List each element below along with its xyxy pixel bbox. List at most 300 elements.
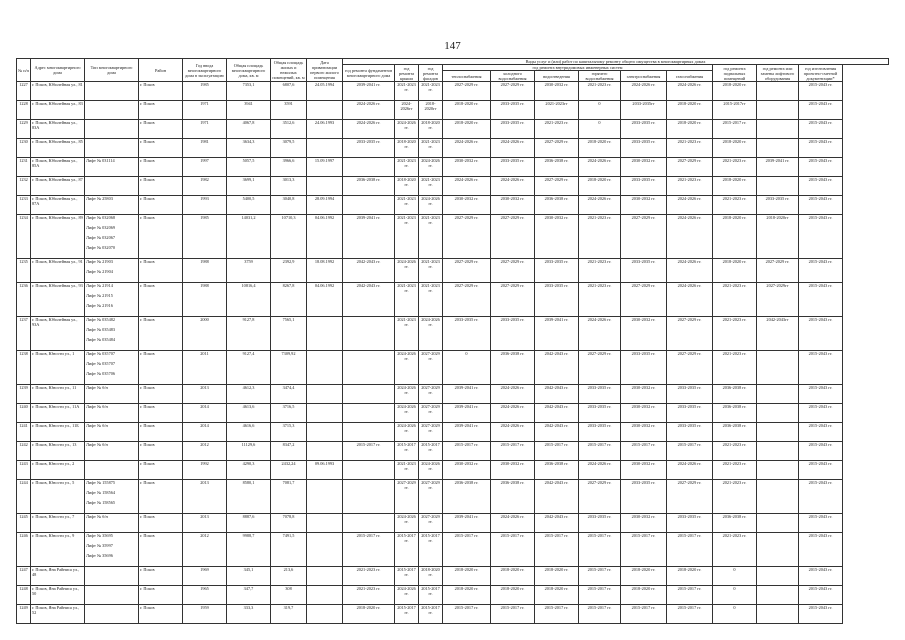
cell-basement: 2021-2023 гг. — [713, 283, 757, 317]
cell-foundation: 2039-2041 гг. — [343, 82, 395, 101]
cell-basement: 2015-2017гг — [713, 101, 757, 120]
cell-privatization-date — [307, 385, 343, 404]
cell-privatization-date — [307, 404, 343, 423]
cell-heat: 2018-2020 гг. — [443, 120, 491, 139]
cell-number: 1228 — [17, 101, 31, 120]
cell-design: 2015-2043 гг. — [799, 514, 843, 533]
cell-lift-types — [85, 177, 139, 196]
cell-hot-water: 2018-2020 гг. — [579, 177, 621, 196]
cell-roof: 2024-2026 гг. — [395, 385, 419, 404]
table-row — [17, 317, 889, 351]
cell-address: г. Псков, Юности ул., 1 — [31, 351, 85, 385]
cell-drainage: 2030-2032 гг. — [535, 215, 579, 259]
cell-roof: 2021-2023 гг. — [395, 158, 419, 177]
cell-facade: 2027-2029 гг. — [419, 351, 443, 385]
cell-number: 1241 — [17, 423, 31, 442]
table-row — [17, 139, 889, 158]
cell-drainage: 2033-2035 гг. — [535, 283, 579, 317]
cell-cold-water: 2027-2029 гг. — [491, 215, 535, 259]
cell-lift — [757, 120, 799, 139]
cell-basement: 2018-2020 гг. — [713, 139, 757, 158]
cell-heat: 2018-2020 гг. — [443, 586, 491, 605]
cell-facade: 2015-2017 гг. — [419, 442, 443, 461]
cell-design: 2015-2043 гг. — [799, 461, 843, 480]
cell-year: 2014 — [183, 423, 227, 442]
cell-lift-types — [85, 514, 139, 533]
cell-year: 1992 — [183, 461, 227, 480]
cell-drainage: 2027-2029 гг. — [535, 139, 579, 158]
cell-hot-water: 2015-2017 гг. — [579, 533, 621, 567]
table-row — [17, 82, 889, 101]
capital-repair-table-container — [16, 58, 889, 624]
cell-address: г. Псков, Яна Райниса ул., 50 — [31, 586, 85, 605]
table-row — [17, 196, 889, 215]
table-row — [17, 586, 889, 605]
cell-privatization-date — [307, 605, 343, 624]
cell-electric: 2033-2035 гг. — [621, 480, 667, 514]
cell-lift: 2042-2043гг — [757, 317, 799, 351]
cell-district: г. Псков — [139, 480, 183, 514]
cell-total-area: 10816,4 — [227, 283, 271, 317]
cell-gas: 2015-2017 гг. — [667, 533, 713, 567]
header-roof: год ремонта крыши — [395, 65, 419, 82]
cell-drainage: 2042-2043 гг. — [535, 385, 579, 404]
table-row — [17, 404, 889, 423]
cell-foundation: 2015-2017 гг. — [343, 533, 395, 567]
cell-design: 2015-2043 гг. — [799, 480, 843, 514]
cell-basement: 2018-2020 гг. — [713, 82, 757, 101]
header-privatization-date: Дата приватизации первого жилого помещения — [307, 59, 343, 82]
header-lift: год ремонта или замены лифтового оборудования — [757, 65, 799, 82]
cell-heat: 2018-2020 гг. — [443, 101, 491, 120]
header-works-group: Виды услуг и (или) работ по капитальному ремонту общего имущества в многоквартирных домах — [343, 59, 889, 65]
cell-basement: 2021-2023 гг. — [713, 442, 757, 461]
cell-hot-water: 2015-2017 гг. — [579, 567, 621, 586]
cell-roof: 2024-2026 гг. — [395, 259, 419, 283]
cell-residential-area: 2432,24 — [271, 461, 307, 480]
cell-gas: 2024-2026 гг. — [667, 461, 713, 480]
cell-facade: 2021-2023 гг. — [419, 139, 443, 158]
cell-year: 1988 — [183, 259, 227, 283]
lift-id: Лифт № 032067 — [86, 235, 116, 240]
cell-design: 2015-2043 гг. — [799, 120, 843, 139]
cell-cold-water: 2015-2017 гг. — [491, 605, 535, 624]
cell-drainage: 2042-2043 гг. — [535, 514, 579, 533]
cell-heat: 2039-2041 гг. — [443, 404, 491, 423]
cell-design: 2015-2043 гг. — [799, 139, 843, 158]
header-gas: газоснабжения — [667, 71, 713, 82]
cell-electric: 2030-2032 гг. — [621, 461, 667, 480]
cell-residential-area: 213,6 — [271, 567, 307, 586]
cell-heat: 2030-2032 гг. — [443, 158, 491, 177]
cell-facade: 2027-2029 гг. — [419, 404, 443, 423]
cell-number: 1249 — [17, 605, 31, 624]
cell-lift-types — [85, 215, 139, 259]
cell-heat: 2039-2041 гг. — [443, 423, 491, 442]
cell-hot-water: 2033-2035 гг. — [579, 404, 621, 423]
cell-roof: 2021-2023 гг. — [395, 196, 419, 215]
lift-id: Лифт № 035484 — [86, 337, 116, 342]
cell-cold-water: 2015-2017 гг. — [491, 533, 535, 567]
table-row — [17, 120, 889, 139]
cell-roof: 2024-2026 гг. — [395, 404, 419, 423]
cell-design: 2015-2043 гг. — [799, 404, 843, 423]
cell-address: г. Псков, Юбилейная ул., 85А — [31, 158, 85, 177]
cell-number: 1235 — [17, 259, 31, 283]
cell-lift: 2027-2029 гг. — [757, 259, 799, 283]
cell-lift-types — [85, 423, 139, 442]
cell-gas: 2024-2026 гг. — [667, 259, 713, 283]
table-row — [17, 605, 889, 624]
cell-privatization-date: 24.06.1993 — [307, 120, 343, 139]
cell-facade: 2027-2029 гг. — [419, 423, 443, 442]
cell-residential-area: 7081,7 — [271, 480, 307, 514]
cell-address: г. Псков, Юности ул., 11А — [31, 404, 85, 423]
cell-total-area: 14031,2 — [227, 215, 271, 259]
cell-address: г. Псков, Яна Райниса ул., 48 — [31, 567, 85, 586]
cell-residential-area: 7565,1 — [271, 317, 307, 351]
cell-lift-types — [85, 101, 139, 120]
cell-roof: 2024-2026 гг. — [395, 351, 419, 385]
cell-district: г. Псков — [139, 177, 183, 196]
cell-cold-water: 2033-2035 гг. — [491, 120, 535, 139]
cell-roof: 2021-2023 гг. — [395, 461, 419, 480]
cell-privatization-date — [307, 423, 343, 442]
cell-lift-types — [85, 533, 139, 567]
cell-hot-water: 2021-2023 гг. — [579, 283, 621, 317]
cell-district: г. Псков — [139, 351, 183, 385]
cell-privatization-date — [307, 177, 343, 196]
table-row — [17, 514, 889, 533]
cell-hot-water: 2024-2026 гг. — [579, 317, 621, 351]
table-row — [17, 351, 889, 385]
cell-foundation: 2042-2043 гг. — [343, 283, 395, 317]
cell-lift — [757, 177, 799, 196]
cell-privatization-date — [307, 586, 343, 605]
cell-district: г. Псков — [139, 514, 183, 533]
cell-hot-water: 2021-2023 гг. — [579, 259, 621, 283]
header-systems-group: год ремонта внутридомовых инженерных систем — [443, 65, 713, 71]
cell-basement: 2021-2023 гг. — [713, 158, 757, 177]
cell-residential-area: 6807,6 — [271, 82, 307, 101]
cell-district: г. Псков — [139, 461, 183, 480]
cell-gas: 2027-2029 гг. — [667, 480, 713, 514]
cell-basement: 2018-2020 гг. — [713, 259, 757, 283]
cell-number: 1238 — [17, 351, 31, 385]
lift-id: Лифт № 158564 — [86, 490, 116, 495]
cell-electric: 2030-2032 гг. — [621, 158, 667, 177]
lift-id: Лифт № 21904 — [86, 269, 113, 274]
header-year: Год ввода многоквартирного дома в эксплуатацию — [183, 59, 227, 82]
cell-total-area: 5057,5 — [227, 158, 271, 177]
cell-roof: 2015-2017 гг. — [395, 442, 419, 461]
cell-cold-water: 2027-2029 гг. — [491, 82, 535, 101]
cell-total-area: 4067,8 — [227, 120, 271, 139]
cell-roof: 2018-2020 гг. — [395, 177, 419, 196]
cell-cold-water: 2036-2038 гг. — [491, 351, 535, 385]
cell-gas: 2018-2020 гг. — [667, 567, 713, 586]
cell-design: 2015-2043 гг. — [799, 196, 843, 215]
cell-lift — [757, 82, 799, 101]
cell-lift — [757, 567, 799, 586]
header-cold-water: холодного водоснабжения — [491, 71, 535, 82]
cell-facade: 2024-2026 гг. — [419, 158, 443, 177]
cell-year: 2013 — [183, 480, 227, 514]
cell-year: 2014 — [183, 404, 227, 423]
lift-id: Лифт № 155875 — [86, 480, 116, 485]
lift-id: Лифт № 031114 — [86, 158, 115, 163]
cell-gas: 2024-2026 гг. — [667, 82, 713, 101]
cell-drainage: 2036-2038 гг. — [535, 196, 579, 215]
cell-gas: 2015-2017 гг. — [667, 442, 713, 461]
cell-design: 2015-2043 гг. — [799, 567, 843, 586]
cell-basement: 0 — [713, 567, 757, 586]
cell-lift-types — [85, 442, 139, 461]
cell-electric: 2033-2035 гг. — [621, 351, 667, 385]
cell-lift-types — [85, 82, 139, 101]
cell-foundation — [343, 158, 395, 177]
cell-total-area: 8580,1 — [227, 480, 271, 514]
lift-id: Лифт № 35997 — [86, 543, 113, 548]
cell-basement: 2021-2023 гг. — [713, 317, 757, 351]
cell-lift-types — [85, 351, 139, 385]
cell-number: 1227 — [17, 82, 31, 101]
cell-residential-area: 10710,3 — [271, 215, 307, 259]
cell-residential-area: 7309,92 — [271, 351, 307, 385]
cell-heat: 0 — [443, 351, 491, 385]
cell-roof: 2015-2017 гг. — [395, 533, 419, 567]
cell-residential-area: 319,7 — [271, 605, 307, 624]
cell-privatization-date: 15.09.1997 — [307, 158, 343, 177]
cell-foundation — [343, 423, 395, 442]
cell-privatization-date: 18.08.1992 — [307, 259, 343, 283]
cell-gas: 2033-2035 гг. — [667, 404, 713, 423]
header-residential-area: Общая площадь жилых и нежилых помещений, кв. м — [272, 60, 305, 80]
cell-drainage: 2042-2043 гг. — [535, 404, 579, 423]
cell-year: 1993 — [183, 196, 227, 215]
lift-id: Лифт № 035707 — [86, 351, 116, 356]
cell-gas: 2033-2035 гг. — [667, 423, 713, 442]
cell-lift: 2033-2035 гг. — [757, 196, 799, 215]
cell-drainage: 2039-2041 гг. — [535, 317, 579, 351]
cell-facade: 2027-2029 гг. — [419, 385, 443, 404]
cell-hot-water: 2021-2023 гг. — [579, 82, 621, 101]
lift-id: Лифт № б/н — [86, 514, 108, 519]
lift-id: Лифт № 035707 — [86, 361, 116, 366]
cell-year: 1965 — [183, 586, 227, 605]
cell-electric: 2033-2035 гг. — [621, 120, 667, 139]
cell-total-area: 9988,7 — [227, 533, 271, 567]
cell-electric: 2015-2017 гг. — [621, 533, 667, 567]
cell-basement: 2018-2020 гг. — [713, 177, 757, 196]
cell-drainage: 2021-2023гг — [535, 101, 579, 120]
cell-district: г. Псков — [139, 442, 183, 461]
cell-district: г. Псков — [139, 567, 183, 586]
cell-design: 2015-2043 гг. — [799, 283, 843, 317]
cell-gas: 2027-2029 гг. — [667, 158, 713, 177]
cell-district: г. Псков — [139, 404, 183, 423]
header-electric: электроснабжения — [621, 71, 667, 82]
cell-roof: 2024-2026 гг. — [395, 514, 419, 533]
cell-gas: 2033-2035 гг. — [667, 514, 713, 533]
cell-roof: 2015-2017 гг. — [395, 567, 419, 586]
cell-cold-water: 2033-2035 гг. — [491, 158, 535, 177]
cell-residential-area: 2392,9 — [271, 259, 307, 283]
cell-total-area: 3941 — [227, 101, 271, 120]
lift-id: Лифт № 25803 — [86, 196, 113, 201]
cell-total-area: 11129,6 — [227, 442, 271, 461]
cell-basement: 2036-2038 гг. — [713, 423, 757, 442]
cell-year: 1985 — [183, 215, 227, 259]
cell-drainage: 2036-2038 гг. — [535, 461, 579, 480]
cell-district: г. Псков — [139, 215, 183, 259]
cell-foundation — [343, 461, 395, 480]
cell-cold-water: 2015-2017 гг. — [491, 442, 535, 461]
cell-address: г. Псков, Юности ул., 11Б — [31, 423, 85, 442]
cell-privatization-date — [307, 533, 343, 567]
cell-hot-water: 2024-2026 гг. — [579, 196, 621, 215]
lift-id: Лифт № 032070 — [86, 245, 116, 250]
cell-district: г. Псков — [139, 423, 183, 442]
cell-district: г. Псков — [139, 139, 183, 158]
cell-hot-water: 2024-2026 гг. — [579, 158, 621, 177]
cell-total-area: 333,3 — [227, 605, 271, 624]
cell-number: 1242 — [17, 442, 31, 461]
cell-privatization-date — [307, 351, 343, 385]
cell-address: г. Псков, Юбилейная ул., 87 — [31, 177, 85, 196]
header-district: Район — [139, 59, 183, 82]
cell-facade: 2021-2023 гг. — [419, 177, 443, 196]
cell-lift — [757, 385, 799, 404]
cell-electric: 2018-2020 гг. — [621, 567, 667, 586]
table-row — [17, 177, 889, 196]
lift-id: Лифт № 035483 — [86, 327, 116, 332]
cell-total-area: 3759 — [227, 259, 271, 283]
cell-cold-water: 2024-2026 гг. — [491, 385, 535, 404]
cell-electric: 2033-2035 гг. — [621, 259, 667, 283]
cell-address: г. Псков, Юности ул., 9 — [31, 533, 85, 567]
cell-cold-water: 2033-2035 гг. — [491, 101, 535, 120]
header-address: Адрес многоквартирного дома — [31, 59, 85, 82]
cell-drainage: 2042-2043 гг. — [535, 480, 579, 514]
cell-facade: 2015-2017 гг. — [419, 605, 443, 624]
cell-heat: 2039-2041 гг. — [443, 385, 491, 404]
cell-district: г. Псков — [139, 120, 183, 139]
cell-roof: 2021-2023 гг. — [395, 317, 419, 351]
cell-basement: 2036-2038 гг. — [713, 404, 757, 423]
cell-lift-types — [85, 480, 139, 514]
cell-residential-area: 3040,8 — [271, 196, 307, 215]
cell-heat: 2024-2026 гг. — [443, 139, 491, 158]
cell-electric: 2015-2017 гг. — [621, 442, 667, 461]
cell-year: 1959 — [183, 605, 227, 624]
cell-residential-area: 8267,8 — [271, 283, 307, 317]
cell-privatization-date — [307, 567, 343, 586]
cell-electric: 2033-2035 гг. — [621, 139, 667, 158]
cell-total-area: 9127,8 — [227, 317, 271, 351]
cell-lift — [757, 605, 799, 624]
cell-residential-area: 3474,4 — [271, 385, 307, 404]
cell-foundation — [343, 196, 395, 215]
cell-design: 2015-2043 гг. — [799, 177, 843, 196]
cell-design: 2015-2043 гг. — [799, 442, 843, 461]
cell-heat: 2036-2038 гг. — [443, 480, 491, 514]
cell-design: 2015-2043 гг. — [799, 101, 843, 120]
lift-id: Лифт № 21915 — [86, 293, 113, 298]
cell-residential-area: 3715,3 — [271, 423, 307, 442]
cell-address: г. Псков, Юбилейная ул., 89 — [31, 215, 85, 259]
cell-roof: 2015-2017 гг. — [395, 605, 419, 624]
cell-privatization-date — [307, 139, 343, 158]
cell-hot-water: 2027-2029 гг. — [579, 351, 621, 385]
cell-heat: 2015-2017 гг. — [443, 533, 491, 567]
cell-number: 1236 — [17, 283, 31, 317]
cell-cold-water: 2024-2026 гг. — [491, 177, 535, 196]
cell-electric: 2018-2020 гг. — [621, 586, 667, 605]
cell-year: 1997 — [183, 158, 227, 177]
cell-privatization-date — [307, 101, 343, 120]
header-total-area: Общая площадь многоквартирного дома, кв. м — [227, 59, 271, 82]
cell-foundation — [343, 351, 395, 385]
cell-gas: 2027-2029 гг. — [667, 317, 713, 351]
cell-electric: 2030-2032 гг. — [621, 385, 667, 404]
cell-year: 1971 — [183, 120, 227, 139]
cell-roof: 2021-2023 гг. — [395, 283, 419, 317]
cell-residential-area: 3013,3 — [271, 177, 307, 196]
header-drainage: водоотведения — [535, 71, 579, 82]
cell-drainage: 2021-2023 гг. — [535, 120, 579, 139]
cell-drainage: 2030-2032 гг. — [535, 82, 579, 101]
cell-address: г. Псков, Юбилейная ул., 93 — [31, 283, 85, 317]
table-row — [17, 283, 889, 317]
header-type: Тип многоквартирного дома — [85, 59, 139, 82]
cell-cold-water: 2030-2032 гг. — [491, 461, 535, 480]
cell-address: г. Псков, Юности ул., 2 — [31, 461, 85, 480]
cell-lift — [757, 533, 799, 567]
cell-district: г. Псков — [139, 385, 183, 404]
cell-basement: 2021-2023 гг. — [713, 196, 757, 215]
cell-district: г. Псков — [139, 82, 183, 101]
table-row — [17, 215, 889, 259]
cell-foundation — [343, 404, 395, 423]
cell-district: г. Псков — [139, 317, 183, 351]
cell-heat: 2015-2017 гг. — [443, 605, 491, 624]
cell-gas: 2018-2020 гг. — [667, 101, 713, 120]
cell-number: 1248 — [17, 586, 31, 605]
lift-id: Лифт № 21916 — [86, 303, 113, 308]
cell-electric: 2027-2029 гг. — [621, 215, 667, 259]
cell-lift-types — [85, 385, 139, 404]
cell-design: 2015-2043 гг. — [799, 385, 843, 404]
cell-drainage: 2042-2043 гг. — [535, 351, 579, 385]
cell-gas: 2033-2035 гг. — [667, 385, 713, 404]
cell-drainage: 2015-2017 гг. — [535, 605, 579, 624]
lift-id: Лифт № б/н — [86, 385, 108, 390]
cell-facade: 2027-2029 гг. — [419, 514, 443, 533]
cell-facade: 2018-2020 гг. — [419, 120, 443, 139]
header-foundation: год ремонта фундаментов многоквартирного дома — [343, 65, 395, 82]
cell-district: г. Псков — [139, 158, 183, 177]
lift-id: Лифт № б/н — [86, 442, 108, 447]
cell-foundation — [343, 385, 395, 404]
cell-gas: 2027-2029 гг. — [667, 351, 713, 385]
table-row — [17, 533, 889, 567]
cell-lift-types — [85, 283, 139, 317]
cell-drainage: 2033-2035 гг. — [535, 259, 579, 283]
cell-electric: 2030-2032 гг. — [621, 514, 667, 533]
table-row — [17, 101, 889, 120]
cell-hot-water: 2021-2023 гг. — [579, 215, 621, 259]
